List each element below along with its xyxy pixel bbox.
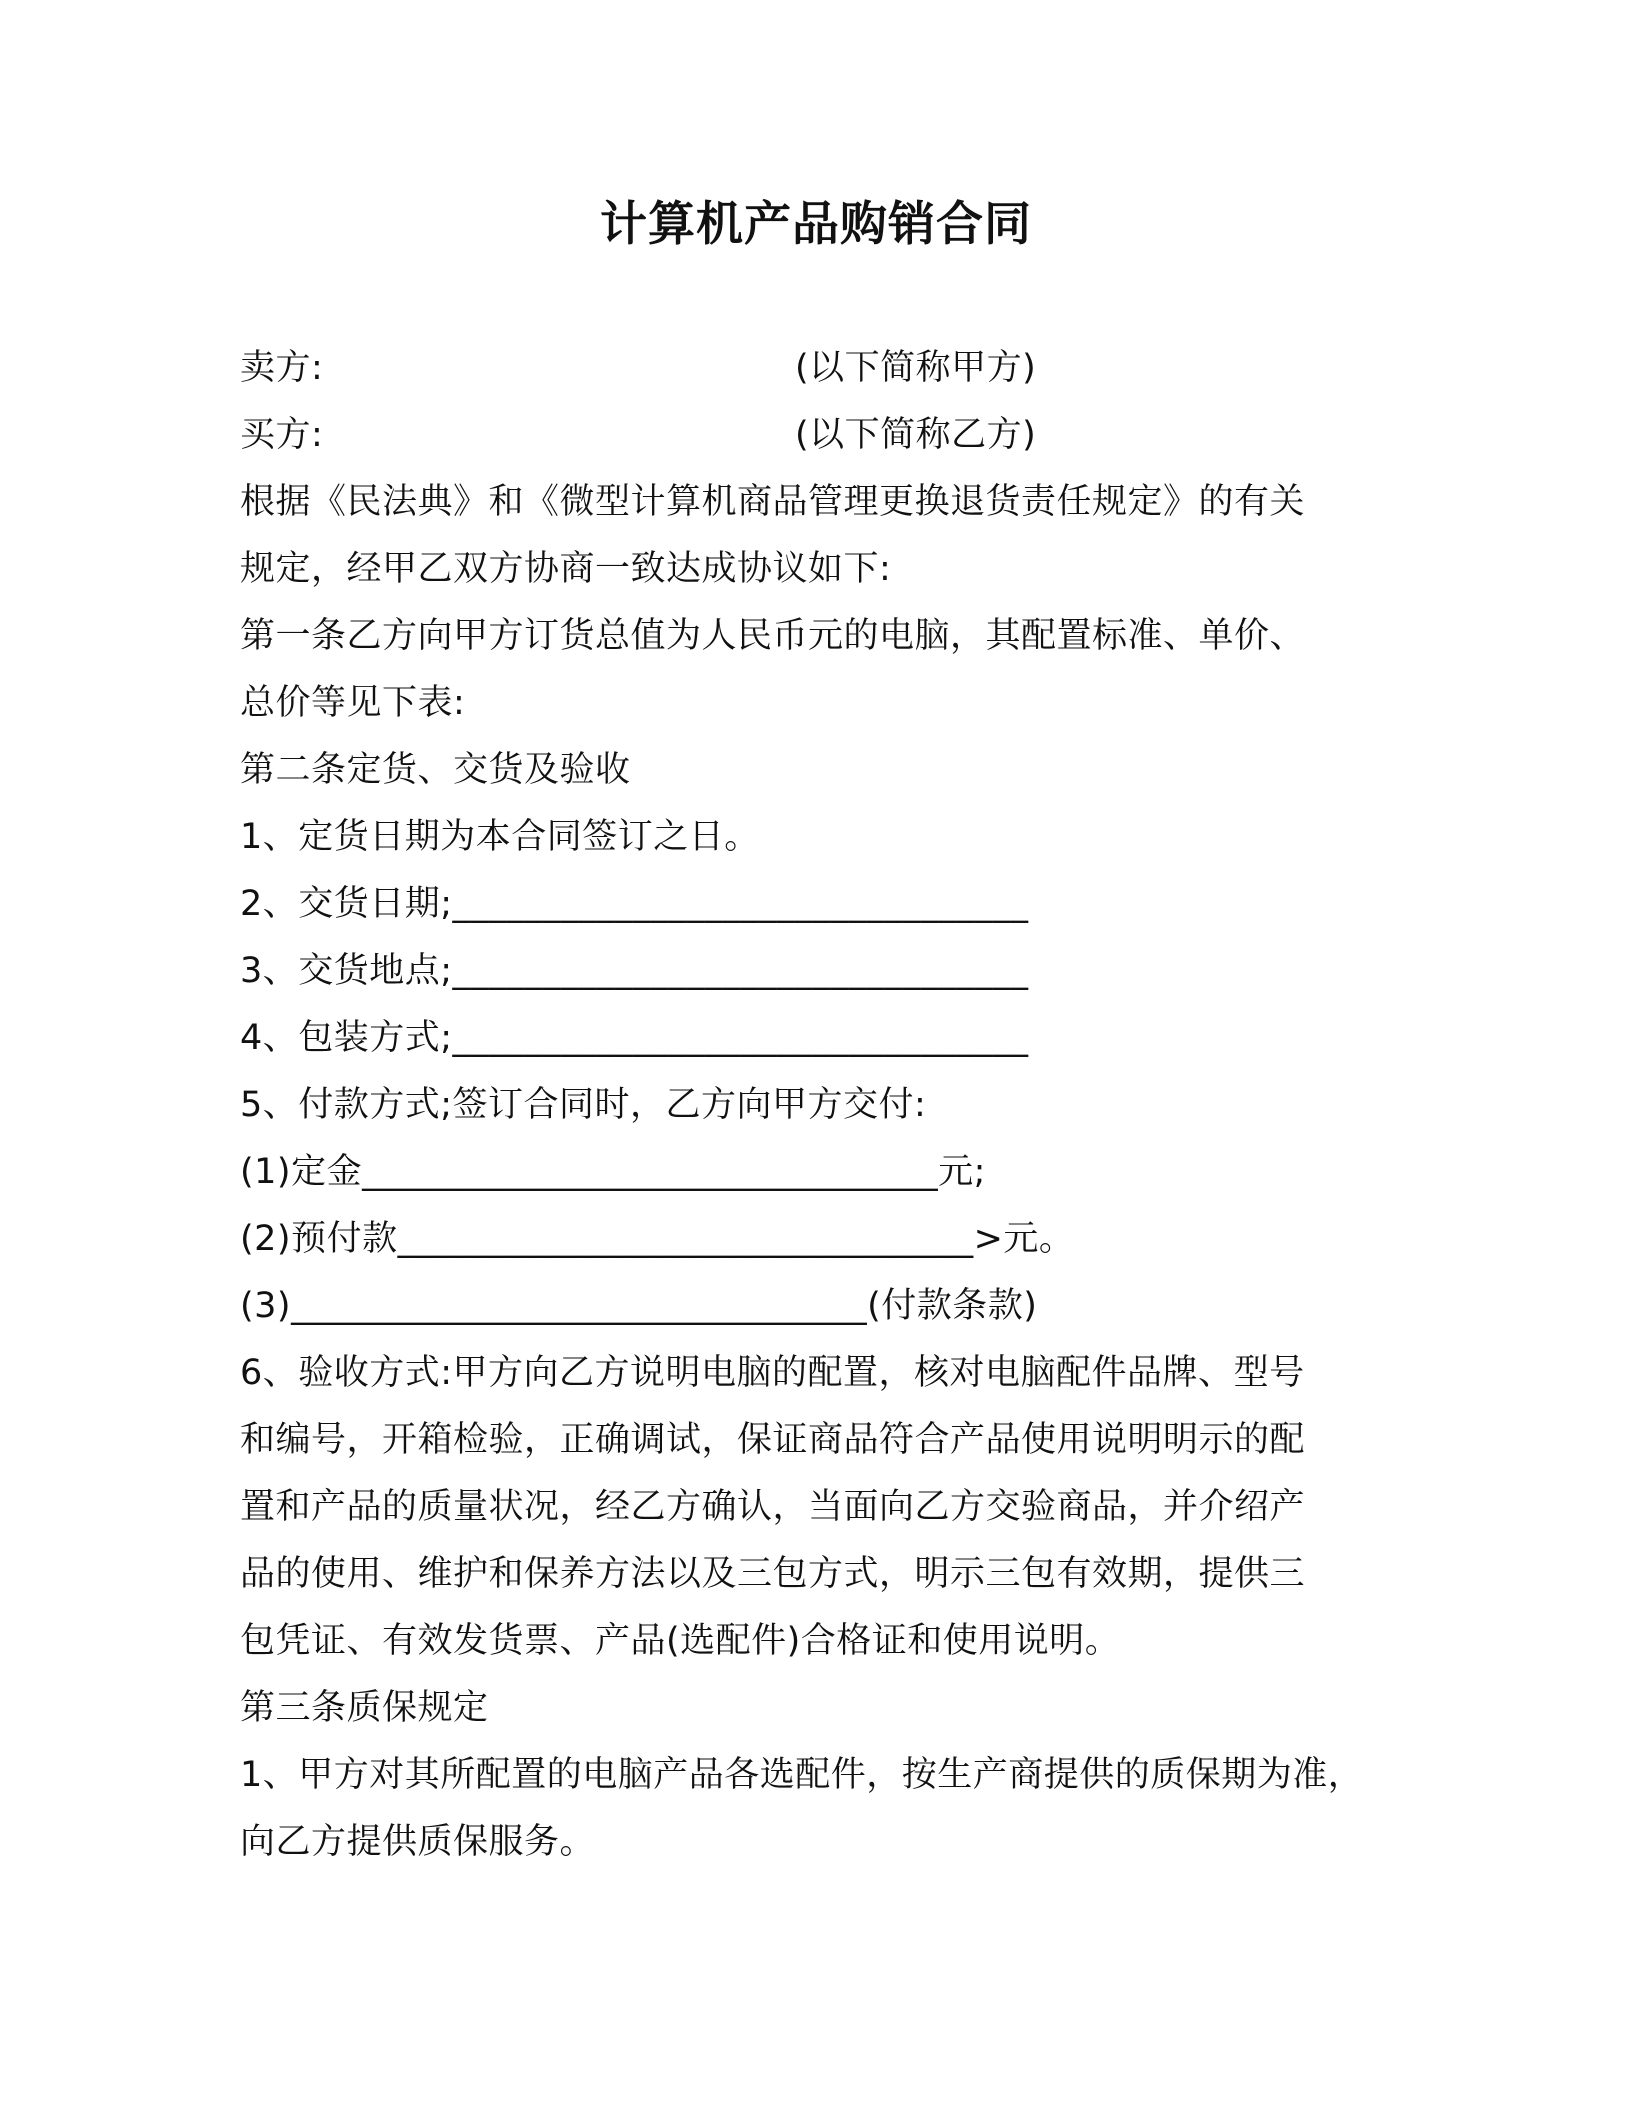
clause-line: 5、付款方式;签订合同时，乙方向甲方交付:	[240, 1085, 927, 1125]
seller-note: (以下简称甲方)	[795, 348, 1037, 388]
clause-line: 向乙方提供质保服务。	[240, 1822, 596, 1862]
seller-line	[240, 335, 1420, 402]
paragraph-line: 规定，经甲乙双方协商一致达成协议如下:	[240, 549, 892, 589]
clause-line: 品的使用、维护和保养方法以及三包方式，明示三包有效期，提供三	[240, 1554, 1306, 1594]
clause-line: 3、交货地点;________________________________	[240, 951, 1029, 991]
buyer-note: (以下简称乙方)	[795, 415, 1037, 455]
clause-line: 1、甲方对其所配置的电脑产品各选配件，按生产商提供的质保期为准，	[240, 1755, 1364, 1795]
seller-label: 卖方:	[240, 348, 324, 388]
clause-line: 和编号，开箱检验，正确调试，保证商品符合产品使用说明明示的配	[240, 1420, 1306, 1460]
payment-line: (1)定金________________________________元;	[240, 1152, 986, 1192]
clause-line: 1、定货日期为本合同签订之日。	[240, 817, 760, 857]
document-body	[240, 335, 1420, 1876]
article-3-heading: 第三条质保规定	[240, 1688, 489, 1728]
article-2-heading: 第二条定货、交货及验收	[240, 750, 631, 790]
clause-line: 包凭证、有效发货票、产品(选配件)合格证和使用说明。	[240, 1621, 1121, 1661]
document-title: 计算机产品购销合同	[600, 197, 1032, 252]
article-1-line: 总价等见下表:	[240, 683, 466, 723]
buyer-label: 买方:	[240, 415, 324, 455]
payment-line: (2)预付款________________________________>元。	[240, 1219, 1075, 1259]
payment-line: (3)________________________________(付款条款)	[240, 1286, 1038, 1326]
clause-line: 2、交货日期;________________________________	[240, 884, 1029, 924]
buyer-line	[240, 402, 1420, 469]
clause-line: 6、验收方式:甲方向乙方说明电脑的配置，核对电脑配件品牌、型号	[240, 1353, 1305, 1393]
paragraph-line: 根据《民法典》和《微型计算机商品管理更换退货责任规定》的有关	[240, 482, 1306, 522]
article-1-line: 第一条乙方向甲方订货总值为人民币元的电脑，其配置标准、单价、	[240, 616, 1306, 656]
clause-line: 置和产品的质量状况，经乙方确认，当面向乙方交验商品，并介绍产	[240, 1487, 1306, 1527]
clause-line: 4、包装方式;________________________________	[240, 1018, 1029, 1058]
